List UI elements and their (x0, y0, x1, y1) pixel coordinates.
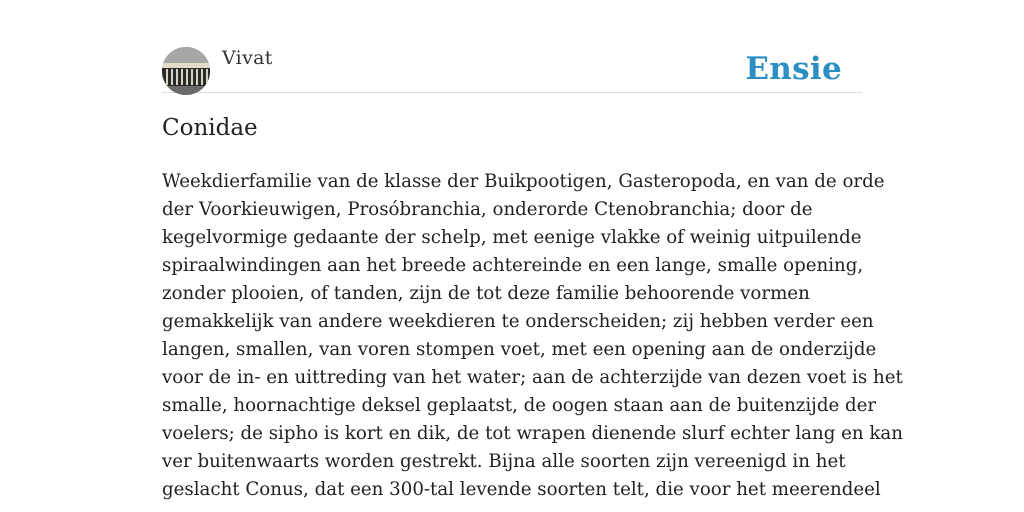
body-line: voor de in- en uittreding van het water; aan de achterzijde van dezen voet is het (162, 367, 903, 388)
body-line: smalle, hoornachtige deksel geplaatst, de oogen staan aan de buitenzijde der (162, 395, 877, 416)
article-title: Conidae (162, 115, 258, 141)
body-line: langen, smallen, van voren stompen voet, met een opening aan de onderzijde (162, 339, 877, 360)
body-line: Weekdierfamilie van de klasse der Buikpootigen, Gasteropoda, en van de orde (162, 171, 885, 192)
body-line: voelers; de sipho is kort en dik, de tot wrapen dienende slurf echter lang en kan (162, 423, 903, 444)
body-line: kegelvormige gedaante der schelp, met eenige vlakke of weinig uitpuilende (162, 227, 862, 248)
body-line: ver buitenwaarts worden gestrekt. Bijna alle soorten zijn vereenigd in het (162, 451, 846, 472)
article-body (162, 168, 903, 504)
author-name[interactable]: Vivat (222, 47, 273, 69)
body-line: gemakkelijk van andere weekdieren te onderscheiden; zij hebben verder een (162, 311, 874, 332)
body-line: der Voorkieuwigen, Prosóbranchia, onderorde Ctenobranchia; door de (162, 199, 813, 220)
body-line: spiraalwindingen aan het breede achtereinde en een lange, smalle opening, (162, 255, 864, 276)
page-header (162, 44, 862, 93)
site-logo[interactable]: Ensie (745, 51, 842, 87)
body-line: geslacht Conus, dat een 300-tal levende soorten telt, die voor het meerendeel (162, 479, 881, 500)
author-avatar[interactable] (162, 47, 210, 95)
avatar-image (162, 47, 210, 95)
body-line: zonder plooien, of tanden, zijn de tot deze familie behoorende vormen (162, 283, 810, 304)
